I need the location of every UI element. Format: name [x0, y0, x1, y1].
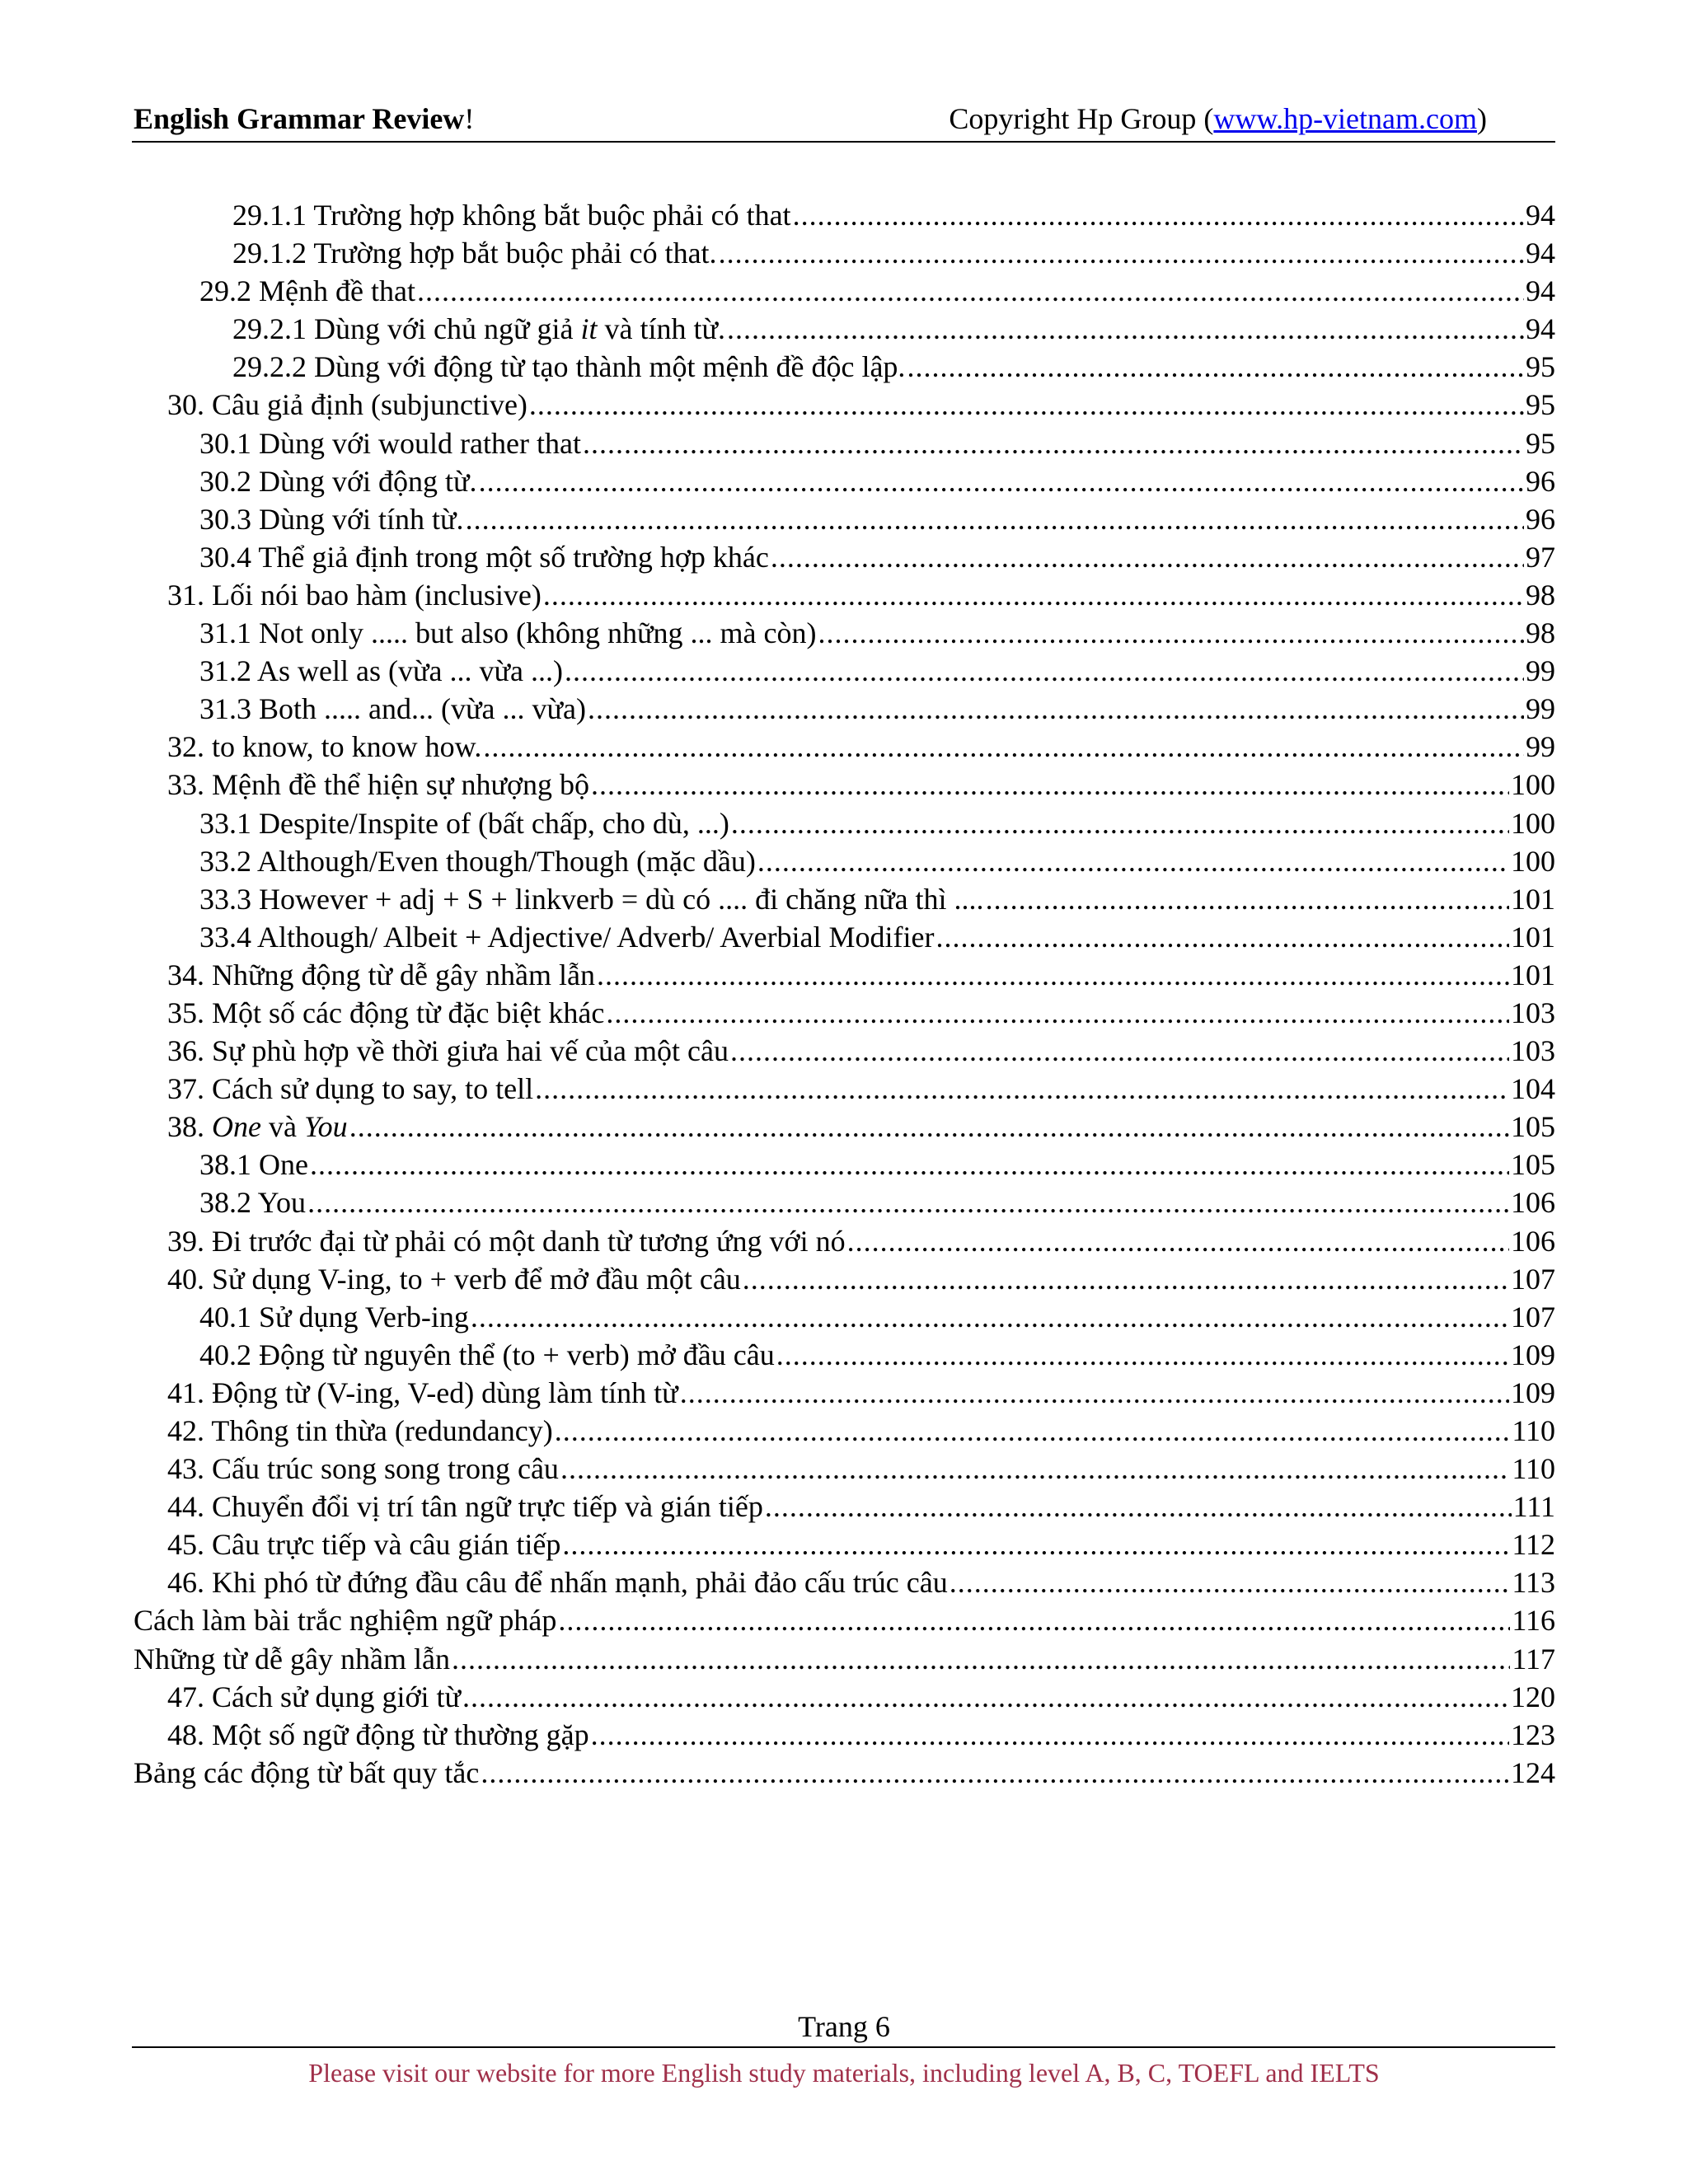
- copyright-prefix: Copyright Hp Group (: [949, 102, 1214, 135]
- toc-entry-title-part: 39. Đi trước đại từ phải có một danh từ tương ứng với nó: [167, 1224, 846, 1258]
- toc-entry-title-part: Những từ dễ gây nhầm lẫn: [134, 1642, 450, 1675]
- toc-entry-title-part: Cách làm bài trắc nghiệm ngữ pháp: [134, 1604, 557, 1638]
- toc-dot-leader: [481, 1754, 1509, 1792]
- toc-dot-leader: [757, 842, 1509, 880]
- toc-entry[interactable]: [132, 1032, 1555, 1070]
- toc-dot-leader: [483, 728, 1524, 766]
- toc-entry-title: [167, 1374, 678, 1412]
- toc-entry[interactable]: [132, 1374, 1555, 1412]
- toc-dot-leader: [307, 1183, 1509, 1221]
- toc-entry[interactable]: [132, 1716, 1555, 1754]
- toc-dot-leader: [680, 1374, 1509, 1412]
- toc-entry-page: 110: [1512, 1414, 1555, 1447]
- toc-entry-title: [199, 880, 984, 918]
- toc-entry-title-part: 30.1 Dùng với would rather that: [199, 426, 581, 460]
- toc-dot-leader: [562, 1526, 1510, 1563]
- toc-entry[interactable]: [132, 1526, 1555, 1563]
- toc-dot-leader: [597, 956, 1509, 994]
- toc-entry-title: [167, 576, 542, 614]
- toc-dot-leader: [591, 1716, 1509, 1754]
- toc-entry-title-part: và: [260, 1110, 304, 1144]
- toc-entry-title-part: 33.4 Although/ Albeit + Adjective/ Adverb/ Averbial Modifier: [199, 920, 935, 954]
- toc-entry-title-part: 38.: [167, 1110, 212, 1144]
- toc-dot-leader: [466, 500, 1524, 538]
- toc-entry-title-part: 30.2 Dùng với động từ.: [199, 464, 477, 498]
- toc-dot-leader: [452, 1640, 1510, 1678]
- toc-entry[interactable]: [132, 1754, 1555, 1792]
- toc-entry[interactable]: [132, 804, 1555, 842]
- toc-entry-page: 100: [1511, 844, 1555, 878]
- toc-entry-title: [167, 1563, 948, 1601]
- toc-entry[interactable]: [132, 1183, 1555, 1221]
- toc-entry-title: [167, 1488, 763, 1526]
- toc-dot-leader: [847, 1222, 1509, 1260]
- toc-dot-leader: [950, 1563, 1511, 1601]
- toc-entry[interactable]: [132, 1488, 1555, 1526]
- toc-dot-leader: [731, 804, 1509, 842]
- toc-entry-page: 97: [1526, 540, 1555, 574]
- toc-entry-title-part: 48. Một số ngữ động từ thường gặp: [167, 1718, 589, 1751]
- toc-entry-title-part: Bảng các động từ bất quy tắc: [134, 1755, 480, 1789]
- toc-entry-title: [167, 1260, 741, 1298]
- toc-entry-title: [232, 310, 725, 348]
- toc-entry-title: [199, 272, 415, 310]
- toc-entry-title: [232, 234, 717, 272]
- toc-entry-title-part: 32. to know, to know how.: [167, 730, 482, 764]
- toc-dot-leader: [558, 1601, 1510, 1639]
- toc-entry-title: [167, 1716, 589, 1754]
- toc-entry-title-part: 31.2 As well as (vừa ... vừa ...): [199, 654, 563, 688]
- toc-entry-title-part: 42. Thông tin thừa (redundancy): [167, 1414, 553, 1447]
- toc-entry-title: [199, 1146, 308, 1183]
- toc-entry-page: 101: [1511, 958, 1555, 991]
- toc-entry-title: [199, 1336, 775, 1374]
- toc-entry-title: [199, 804, 729, 842]
- toc-entry-page: 109: [1511, 1376, 1555, 1409]
- toc-entry-title-part: 33.2 Although/Even though/Though (mặc dầu): [199, 844, 756, 878]
- toc-entry-title-part: 31.3 Both ..... and... (vừa ... vừa): [199, 692, 586, 726]
- toc-entry-title-italic: One: [212, 1110, 261, 1144]
- copyright-suffix: ): [1477, 102, 1487, 135]
- toc-entry[interactable]: [132, 1412, 1555, 1450]
- toc-entry-page: 103: [1511, 1034, 1555, 1068]
- toc-entry-title-part: 43. Cấu trúc song song trong câu: [167, 1452, 559, 1486]
- document-title: [134, 97, 474, 140]
- toc-entry[interactable]: [132, 1678, 1555, 1716]
- toc-entry-title: [199, 462, 477, 500]
- toc-entry-page: 112: [1512, 1528, 1555, 1562]
- toc-entry-title: [167, 994, 604, 1032]
- toc-dot-leader: [462, 1678, 1509, 1716]
- toc-entry-title: [199, 538, 769, 576]
- toc-dot-leader: [907, 348, 1524, 386]
- toc-entry[interactable]: [132, 842, 1555, 880]
- toc-entry-title: [167, 1526, 560, 1563]
- toc-entry-page: 106: [1511, 1224, 1555, 1258]
- toc-entry-title: [167, 766, 589, 804]
- toc-dot-leader: [743, 1260, 1509, 1298]
- toc-entry-page: 109: [1511, 1338, 1555, 1371]
- toc-entry-title: [167, 1450, 559, 1488]
- toc-entry-title-part: 33.3 However + adj + S + linkverb = dù có .... đi chăng nữa thì ....: [199, 882, 984, 916]
- toc-dot-leader: [565, 652, 1524, 690]
- toc-entry-title-part: 36. Sự phù hợp về thời giưa hai vế của một câu: [167, 1034, 729, 1068]
- toc-dot-leader: [591, 766, 1509, 804]
- toc-entry[interactable]: [132, 1450, 1555, 1488]
- toc-entry[interactable]: [132, 462, 1555, 500]
- toc-dot-leader: [349, 1108, 1509, 1146]
- toc-entry[interactable]: [132, 348, 1555, 386]
- footer-divider: [132, 2046, 1555, 2048]
- toc-dot-leader: [543, 576, 1524, 614]
- toc-entry-page: 105: [1511, 1148, 1555, 1182]
- toc-entry-page: 105: [1511, 1110, 1555, 1144]
- toc-entry-title-part: 33.1 Despite/Inspite of (bất chấp, cho dù, ...): [199, 806, 729, 840]
- toc-entry-title-part: 29.2.2 Dùng với động từ tạo thành một mệnh đề độc lập.: [232, 350, 906, 384]
- toc-entry[interactable]: [132, 1108, 1555, 1146]
- toc-entry-title: [199, 424, 581, 462]
- toc-dot-leader: [765, 1488, 1512, 1526]
- toc-entry[interactable]: [132, 1336, 1555, 1374]
- toc-entry-title-part: 45. Câu trực tiếp và câu gián tiếp: [167, 1528, 561, 1562]
- toc-entry[interactable]: [132, 1070, 1555, 1108]
- toc-entry-title: [199, 614, 816, 652]
- toc-entry-title: [199, 500, 464, 538]
- toc-entry-page: 120: [1511, 1680, 1555, 1713]
- toc-dot-leader: [936, 918, 1509, 956]
- toc-entry-page: 94: [1526, 237, 1555, 270]
- toc-entry-title: [134, 1640, 450, 1678]
- toc-entry-page: 99: [1526, 692, 1555, 726]
- toc-entry-title-part: 29.1.1 Trường hợp không bắt buộc phải có that: [232, 199, 791, 232]
- toc-entry-title: [199, 690, 586, 728]
- toc-entry[interactable]: [132, 1601, 1555, 1639]
- toc-entry-title: [232, 196, 791, 234]
- toc-dot-leader: [310, 1146, 1509, 1183]
- toc-entry[interactable]: [132, 994, 1555, 1032]
- toc-entry[interactable]: [132, 690, 1555, 728]
- toc-entry-page: 123: [1511, 1718, 1555, 1751]
- toc-entry-page: 110: [1512, 1452, 1555, 1486]
- toc-entry-title: [232, 348, 905, 386]
- toc-entry[interactable]: [132, 1563, 1555, 1601]
- toc-entry-title: [134, 1601, 556, 1639]
- toc-entry[interactable]: [132, 766, 1555, 804]
- toc-entry-page: 104: [1511, 1072, 1555, 1106]
- toc-entry[interactable]: [132, 424, 1555, 462]
- toc-entry-title: [199, 918, 935, 956]
- toc-entry[interactable]: [132, 614, 1555, 652]
- toc-entry-title-italic: it: [580, 312, 598, 346]
- toc-entry-page: 96: [1526, 502, 1555, 536]
- toc-entry-title: [134, 1754, 479, 1792]
- table-of-contents: [132, 196, 1555, 1792]
- toc-dot-leader: [771, 538, 1524, 576]
- toc-entry[interactable]: [132, 196, 1555, 234]
- toc-entry-title-italic: You: [303, 1110, 348, 1144]
- toc-entry-title: [167, 386, 528, 424]
- toc-entry-title: [199, 1183, 306, 1221]
- toc-entry-page: 103: [1511, 996, 1555, 1029]
- toc-entry-title-part: 40. Sử dụng V-ing, to + verb để mở đầu một câu: [167, 1262, 741, 1296]
- toc-dot-leader: [730, 1032, 1509, 1070]
- toc-entry[interactable]: [132, 500, 1555, 538]
- toc-entry-title-part: 40.2 Động từ nguyên thể (to + verb) mở đầu câu: [199, 1338, 775, 1371]
- toc-dot-leader: [818, 614, 1524, 652]
- toc-entry-page: 117: [1512, 1642, 1555, 1675]
- toc-entry-title-part: 40.1 Sử dụng Verb-ing: [199, 1300, 469, 1333]
- page-header: [132, 97, 1556, 140]
- toc-entry-title-part: 30.3 Dùng với tính từ.: [199, 502, 464, 536]
- toc-entry-title-part: 47. Cách sử dụng giới từ: [167, 1680, 462, 1713]
- toc-entry-title: [167, 1678, 461, 1716]
- toc-entry-page: 124: [1511, 1755, 1555, 1789]
- toc-entry-page: 100: [1511, 806, 1555, 840]
- toc-dot-leader: [555, 1412, 1511, 1450]
- toc-entry-page: 99: [1526, 654, 1555, 688]
- toc-dot-leader: [471, 1298, 1509, 1336]
- toc-dot-leader: [583, 424, 1524, 462]
- toc-entry-title-part: 31. Lối nói bao hàm (inclusive): [167, 578, 542, 612]
- toc-entry-title: [167, 1222, 846, 1260]
- toc-entry-title-part: 33. Mệnh đề thể hiện sự nhượng bộ: [167, 768, 589, 802]
- toc-entry-page: 116: [1512, 1604, 1555, 1638]
- document-title-mark: !: [464, 102, 475, 135]
- toc-entry-title-part: 35. Một số các động từ đặc biệt khác: [167, 996, 605, 1029]
- header-divider: [132, 141, 1555, 143]
- toc-entry[interactable]: [132, 880, 1555, 918]
- toc-entry[interactable]: [132, 1146, 1555, 1183]
- toc-entry-title: [167, 1070, 533, 1108]
- toc-entry-title: [167, 1108, 348, 1146]
- toc-entry-page: 94: [1526, 199, 1555, 232]
- toc-entry-page: 101: [1511, 882, 1555, 916]
- toc-dot-leader: [588, 690, 1524, 728]
- toc-entry-title: [167, 956, 595, 994]
- toc-entry-page: 101: [1511, 920, 1555, 954]
- toc-entry-title-part: 30.4 Thể giả định trong một số trường hợp khác: [199, 540, 769, 574]
- toc-entry-page: 98: [1526, 578, 1555, 612]
- toc-entry-page: 95: [1526, 350, 1555, 384]
- toc-entry-title: [199, 1298, 469, 1336]
- toc-entry-title-part: 46. Khi phó từ đứng đầu câu để nhấn mạnh, phải đảo cấu trúc câu: [167, 1566, 948, 1600]
- copyright-notice: [949, 97, 1487, 140]
- toc-entry[interactable]: [132, 1640, 1555, 1678]
- toc-entry-title-part: 37. Cách sử dụng to say, to tell: [167, 1072, 534, 1106]
- document-title-text: English Grammar Review: [134, 102, 465, 135]
- toc-entry-page: 106: [1511, 1186, 1555, 1220]
- toc-entry[interactable]: [132, 234, 1555, 272]
- toc-dot-leader: [719, 234, 1524, 272]
- toc-entry[interactable]: [132, 1222, 1555, 1260]
- toc-entry-page: 94: [1526, 312, 1555, 346]
- toc-entry[interactable]: [132, 310, 1555, 348]
- toc-entry-page: 96: [1526, 464, 1555, 498]
- page-number: Trang 6: [798, 2010, 890, 2043]
- toc-entry-title-part: 38.1 One: [199, 1148, 308, 1182]
- toc-entry[interactable]: [132, 272, 1555, 310]
- toc-dot-leader: [560, 1450, 1510, 1488]
- toc-entry-title-part: 29.2.1 Dùng với chủ ngữ giả: [232, 312, 581, 346]
- toc-entry[interactable]: [132, 538, 1555, 576]
- toc-dot-leader: [535, 1070, 1509, 1108]
- toc-entry-title-part: 29.2 Mệnh đề that: [199, 274, 415, 308]
- toc-entry[interactable]: [132, 386, 1555, 424]
- toc-entry-page: 107: [1511, 1262, 1555, 1296]
- toc-dot-leader: [986, 880, 1509, 918]
- toc-entry-title: [167, 728, 481, 766]
- toc-entry-title-part: 29.1.2 Trường hợp bắt buộc phải có that.: [232, 237, 717, 270]
- toc-entry-page: 95: [1526, 388, 1555, 422]
- toc-dot-leader: [776, 1336, 1509, 1374]
- toc-entry-page: 98: [1526, 616, 1555, 650]
- toc-dot-leader: [606, 994, 1509, 1032]
- toc-entry-title: [167, 1032, 729, 1070]
- toc-dot-leader: [417, 272, 1524, 310]
- toc-dot-leader: [479, 462, 1524, 500]
- toc-entry-page: 95: [1526, 426, 1555, 460]
- toc-entry-page: 111: [1512, 1490, 1555, 1524]
- toc-entry[interactable]: [132, 728, 1555, 766]
- toc-entry-page: 99: [1526, 730, 1555, 764]
- toc-entry[interactable]: [132, 1260, 1555, 1298]
- footer-note: Please visit our website for more English study materials, including level A, B, C, TOEFL and IELTS: [308, 2058, 1380, 2088]
- toc-entry[interactable]: [132, 652, 1555, 690]
- toc-dot-leader: [793, 196, 1524, 234]
- toc-entry-title-part: 41. Động từ (V-ing, V-ed) dùng làm tính từ: [167, 1376, 678, 1409]
- toc-entry[interactable]: [132, 956, 1555, 994]
- toc-dot-leader: [529, 386, 1524, 424]
- toc-entry-page: 100: [1511, 768, 1555, 802]
- toc-entry[interactable]: [132, 918, 1555, 956]
- toc-entry-title-part: và tính từ.: [597, 312, 726, 346]
- toc-entry-title: [199, 652, 563, 690]
- toc-entry-title: [167, 1412, 553, 1450]
- toc-entry-title-part: 30. Câu giả định (subjunctive): [167, 388, 528, 422]
- toc-entry-page: 113: [1512, 1566, 1555, 1600]
- toc-entry-title-part: 34. Những động từ dễ gây nhầm lẫn: [167, 958, 595, 991]
- toc-entry-title-part: 31.1 Not only ..... but also (không những ... mà còn): [199, 616, 817, 650]
- toc-dot-leader: [727, 310, 1524, 348]
- website-link[interactable]: www.hp-vietnam.com: [1213, 102, 1477, 135]
- toc-entry-page: 107: [1511, 1300, 1555, 1333]
- toc-entry[interactable]: [132, 576, 1555, 614]
- toc-entry-title: [199, 842, 756, 880]
- toc-entry-title-part: 38.2 You: [199, 1186, 307, 1220]
- toc-entry-page: 94: [1526, 274, 1555, 308]
- toc-entry[interactable]: [132, 1298, 1555, 1336]
- toc-entry-title-part: 44. Chuyển đổi vị trí tân ngữ trực tiếp và gián tiếp: [167, 1490, 763, 1524]
